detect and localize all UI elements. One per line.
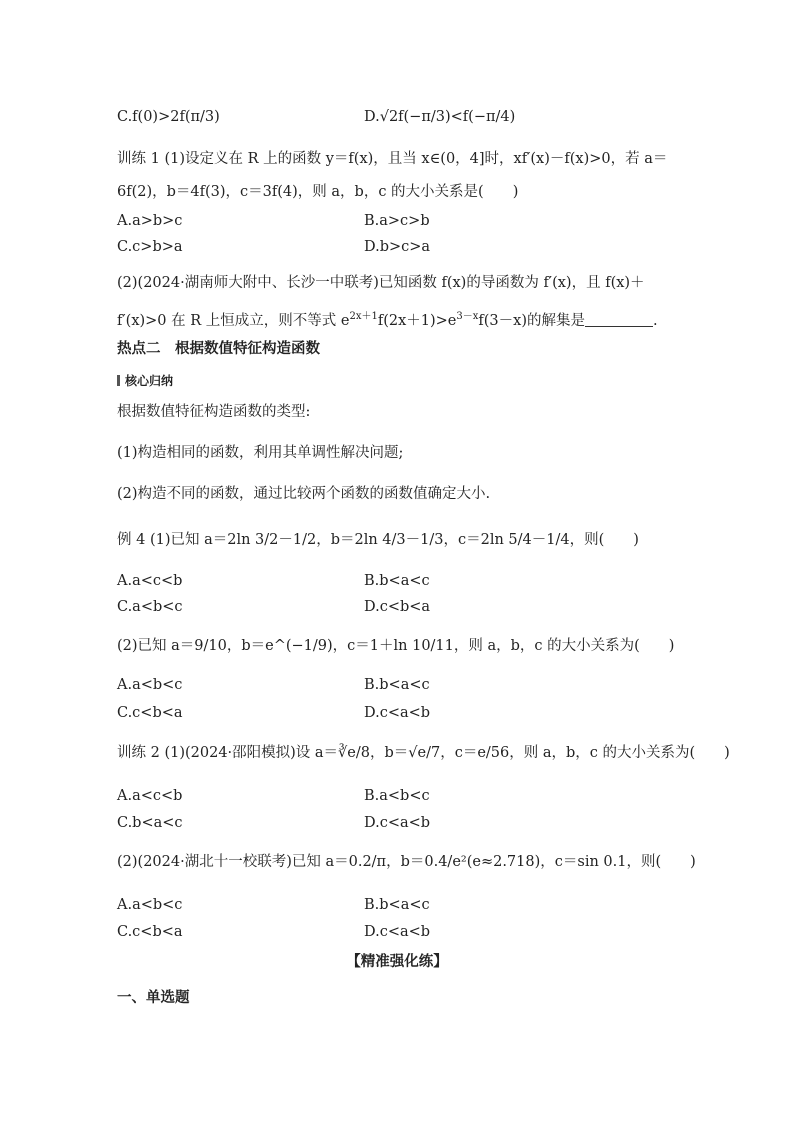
exercise-2-question-1: 训练 2 (1)(2024·邵阳模拟)设 a＝∛e/8，b＝√e/7，c＝e/56，则 a，b，c 的大小关系为( ) bbox=[117, 745, 730, 761]
option-c: C.c<b<a bbox=[117, 924, 183, 940]
option-c: C.c>b>a bbox=[117, 239, 183, 255]
q2-exponent-2: 3－x bbox=[456, 311, 479, 322]
option-d: D.b>c>a bbox=[364, 239, 431, 255]
q2-text-b: f(2x＋1)>e bbox=[377, 312, 457, 329]
option-b: B.a>c>b bbox=[364, 213, 430, 229]
summary-point-1: (1)构造相同的函数，利用其单调性解决问题; bbox=[117, 445, 404, 461]
exercise-2-question-2: (2)(2024·湖北十一校联考)已知 a＝0.2/π，b＝0.4/e²(e≈2.718)，c＝sin 0.1，则( ) bbox=[117, 854, 696, 870]
section-heading: 热点二 根据数值特征构造函数 bbox=[117, 341, 320, 357]
option-c: C.c<b<a bbox=[117, 705, 183, 721]
practice-section-title: 【精准强化练】 bbox=[346, 954, 448, 970]
answer-blank bbox=[585, 312, 653, 327]
option-c: C.b<a<c bbox=[117, 815, 183, 831]
option-b: B.a<b<c bbox=[364, 788, 430, 804]
option-b: B.b<a<c bbox=[364, 573, 430, 589]
core-summary-tag: 核心归纳 bbox=[117, 371, 173, 391]
multiple-choice-heading: 一、单选题 bbox=[117, 990, 190, 1006]
exercise-1-question-2-cont bbox=[117, 307, 658, 331]
option-a: A.a>b>c bbox=[117, 213, 183, 229]
option-d: D.√2f(−π/3)<f(−π/4) bbox=[364, 109, 516, 125]
q2-text-a: f′(x)>0 在 R 上恒成立，则不等式 e bbox=[117, 312, 350, 329]
q2-exponent-1: 2x＋1 bbox=[349, 311, 378, 322]
q2-text-c: f(3－x)的解集是 bbox=[478, 312, 585, 329]
summary-intro: 根据数值特征构造函数的类型: bbox=[117, 404, 311, 420]
option-a: A.a<c<b bbox=[117, 573, 183, 589]
option-d: D.c<b<a bbox=[364, 599, 431, 615]
exercise-1-question-1: 训练 1 (1)设定义在 R 上的函数 y＝f(x)，且当 x∈(0，4]时，xf′(x)－f(x)>0，若 a＝ bbox=[117, 151, 668, 167]
summary-point-2: (2)构造不同的函数，通过比较两个函数的函数值确定大小. bbox=[117, 486, 491, 502]
option-a: A.a<b<c bbox=[117, 677, 183, 693]
q2-text-d: . bbox=[653, 312, 658, 329]
option-d: D.c<a<b bbox=[364, 815, 431, 831]
option-b: B.b<a<c bbox=[364, 677, 430, 693]
example-4-question-1: 例 4 (1)已知 a＝2ln 3/2－1/2，b＝2ln 4/3－1/3，c＝2ln 5/4－1/4，则( ) bbox=[117, 532, 639, 548]
option-a: A.a<b<c bbox=[117, 897, 183, 913]
exercise-1-question-1-cont: 6f(2)，b＝4f(3)，c＝3f(4)，则 a，b，c 的大小关系是( ) bbox=[117, 184, 519, 200]
option-a: A.a<c<b bbox=[117, 788, 183, 804]
option-d: D.c<a<b bbox=[364, 924, 431, 940]
option-d: D.c<a<b bbox=[364, 705, 431, 721]
option-c: C.f(0)>2f(π/3) bbox=[117, 109, 220, 125]
example-4-question-2: (2)已知 a＝9/10，b＝e^(−1/9)，c＝1＋ln 10/11，则 a，b，c 的大小关系为( ) bbox=[117, 638, 675, 654]
option-b: B.b<a<c bbox=[364, 897, 430, 913]
exercise-1-question-2: (2)(2024·湖南师大附中、长沙一中联考)已知函数 f(x)的导函数为 f′(x)，且 f(x)＋ bbox=[117, 275, 645, 291]
option-c: C.a<b<c bbox=[117, 599, 183, 615]
